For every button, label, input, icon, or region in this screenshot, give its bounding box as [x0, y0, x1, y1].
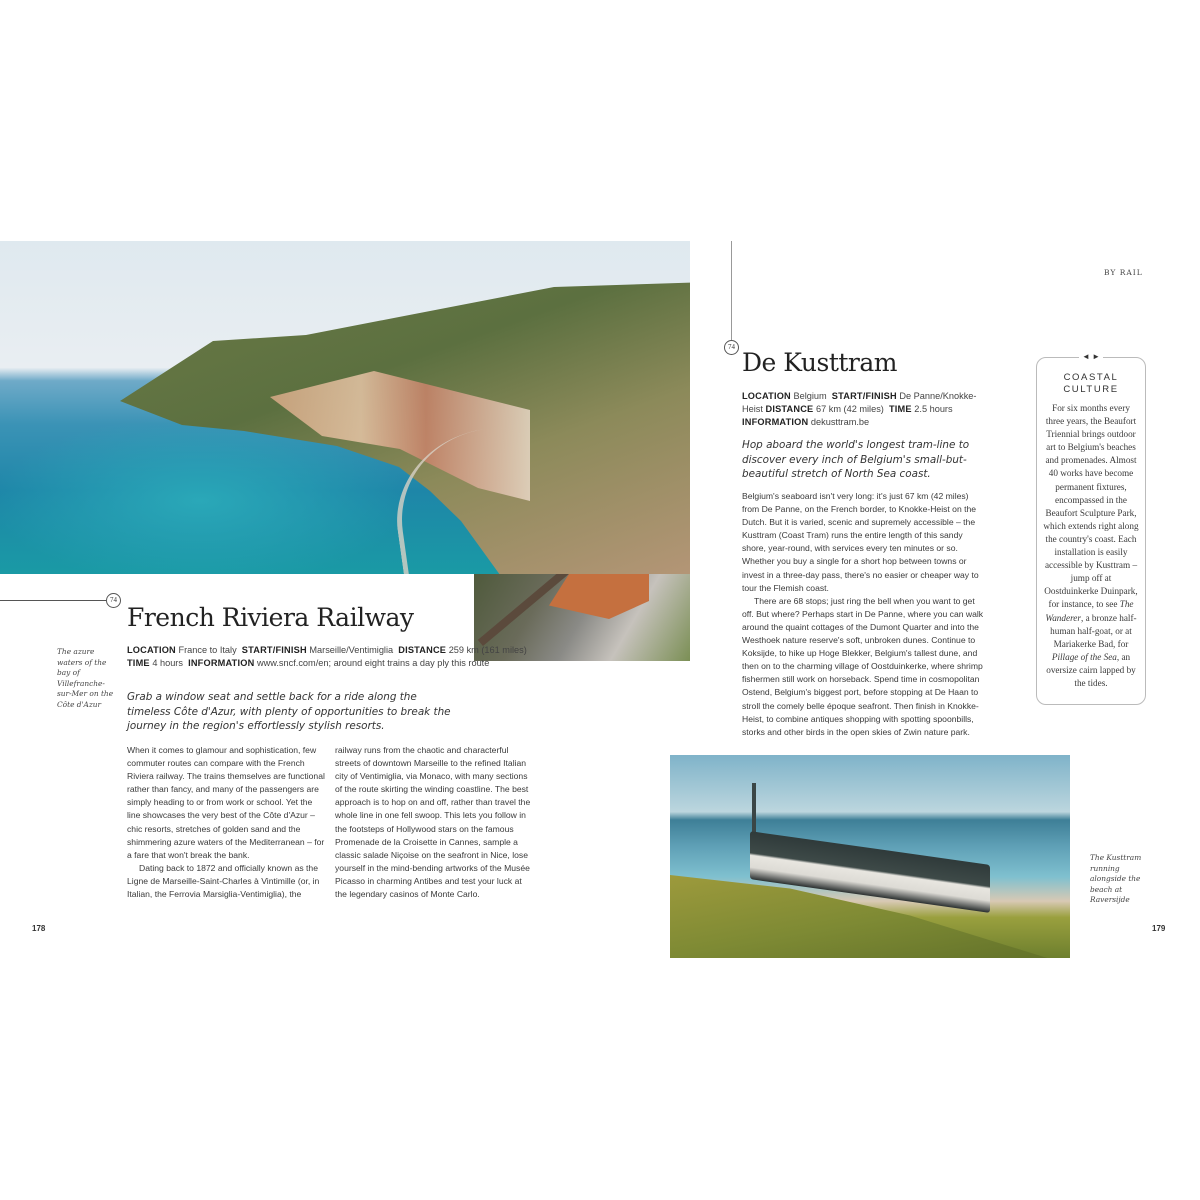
- section-rule: [731, 241, 732, 340]
- distance-value: 259 km (161 miles): [448, 645, 527, 655]
- page-number: 178: [32, 924, 46, 933]
- time-label: TIME: [888, 404, 912, 415]
- information-value: www.sncf.com/en; around eight trains a day ply this route: [256, 658, 490, 669]
- body-column: [742, 490, 987, 739]
- artwork-title: The Wanderer: [1045, 599, 1134, 623]
- page-title: French Riviera Railway: [127, 603, 414, 632]
- paragraph: When it comes to glamour and sophistication, few commuter routes can compare with the French Riviera railway. The trains themselves are functional rather than fancy, and many of the passengers are simply heading to or from work or school. Yet the line showcases the very best of the Côte d'Azur – chic resorts, stretches of golden sand and the shimmering azure waters of the Mediterranean – for a fare that won't break the bank.: [127, 745, 325, 860]
- entry-number-badge: 74: [724, 340, 739, 355]
- start-finish-label: START/FINISH: [241, 645, 307, 655]
- standfirst: Grab a window seat and settle back for a ride along the timeless Côte d'Azur, with plenty of opportunities to break the journey in the region's effortlessly stylish resorts.: [127, 691, 451, 732]
- time-value: 2.5 hours: [914, 404, 953, 415]
- paragraph: Dating back to 1872 and officially known as the Ligne de Marseille-Saint-Charles à Vintimille (or, in Italian, the Ferrovia Marsiglia-Ventimiglia), the: [127, 862, 320, 900]
- sidebar-title: COASTAL CULTURE: [1063, 372, 1119, 395]
- information-value: dekusttram.be: [810, 417, 870, 428]
- location-label: LOCATION: [742, 391, 791, 401]
- route-facts: [742, 390, 987, 430]
- page-number: 179: [1152, 924, 1166, 933]
- photo-caption: The Kusttram running alongside the beach at Raversijde: [1090, 853, 1142, 905]
- photo-caption: The azure waters of the bay of Villefranche-sur-Mer on the Côte d'Azur: [57, 647, 114, 709]
- paragraph: There are 68 stops; just ring the bell when you want to get off. But where? Perhaps start in De Panne, where you can walk around the quaint cottages of the Dumont Quarter and into the Westhoek nature reserve's soft, unbroken dunes. Continue to Koksijde, to hike up Hoge Blekker, Belgium's tallest dune, and then on to the charming village of Oostduinkerke, where shrimp fishermen still work on horseback. Spend time in cosmopolitan Ostend, Belgium's biggest port, before stopping at De Haan to stroll the comely belle époque seafront. Then finish in Knokke-Heist, to combine antiques shopping with spotting spoonbills, storks and other birds in the open skies of Zwin nature park.: [742, 595, 984, 737]
- section-rule: [0, 600, 106, 601]
- location-value: Belgium: [793, 391, 827, 401]
- distance-label: DISTANCE: [765, 404, 814, 415]
- route-facts: [127, 644, 532, 670]
- paragraph: railway runs from the chaotic and characterful streets of downtown Marseille to the refined Italian city of Ventimiglia, via Monaco, with many sections of the route skirting the winding coastline. The best approach is to hop on and off, rather than travel the whole line in one fell swoop. This lets you follow in the footsteps of Hollywood stars on the famous Promenade de la Croisette in Cannes, sample a classic salade Niçoise on the seafront in Nice, lose yourself in the mind-bending artworks of the Musée Picasso in charming Antibes and test your luck at the legendary casinos of Monte Carlo.: [335, 745, 531, 900]
- location-value: France to Italy: [178, 645, 237, 655]
- paragraph: Belgium's seaboard isn't very long: it's just 67 km (42 miles) from De Panne, on the French border, to Knokke-Heist on the Dutch. But it is varied, scenic and supremely accessible – the Kusttram (Coast Tram) runs the entire length of this sandy shore, year-round, with services every ten minutes or so. Whether you buy a single for a short hop between towns or invest in a three-day pass, there's no easier or cheaper way to tour the Flemish coast.: [742, 491, 979, 593]
- information-label: INFORMATION: [742, 417, 809, 428]
- start-finish-value: Marseille/Ventimiglia: [309, 645, 394, 655]
- photo-station-roof: [549, 574, 649, 619]
- start-finish-value: De Panne/Knokke-Heist: [742, 391, 977, 415]
- kusttram-photo: [670, 755, 1070, 958]
- running-head: BY RAIL: [1104, 268, 1143, 277]
- start-finish-label: START/FINISH: [831, 391, 897, 401]
- distance-value: 67 km (42 miles): [815, 404, 884, 415]
- location-label: LOCATION: [127, 645, 176, 655]
- sidebar-text: For six months every three years, the Beaufort Triennial brings outdoor art to Belgium's beaches and promenades. Almost 40 works have become permanent fixtures, encompassed in the Beaufort Sculpture Park, which extends right along the country's coast. Each installation is easily accessible by Kusttram – jump off at Oostduinkerke Duinpark, for instance, to see The Wanderer, a bronze half-human half-goat, or at Mariakerke Bad, for Pillage of the Sea, an oversize cairn lapped by the tides.: [1043, 403, 1139, 688]
- entry-number-badge: 74: [106, 593, 121, 608]
- information-label: INFORMATION: [188, 658, 255, 669]
- artwork-title: Pillage of the Sea: [1051, 651, 1117, 662]
- page-title: De Kusttram: [742, 348, 897, 377]
- standfirst: Hop aboard the world's longest tram-line to discover every inch of Belgium's small-but-beautiful stretch of North Sea coast.: [742, 439, 970, 480]
- coastal-culture-sidebar: [1036, 352, 1146, 705]
- body-column-1: [127, 744, 327, 901]
- body-column-2: [335, 744, 535, 901]
- distance-label: DISTANCE: [398, 645, 447, 655]
- sidebar-arrows-icon: ◄ ►: [1037, 352, 1145, 361]
- time-value: 4 hours: [152, 658, 183, 669]
- time-label: TIME: [127, 658, 150, 669]
- riviera-bay-photo: [0, 241, 690, 574]
